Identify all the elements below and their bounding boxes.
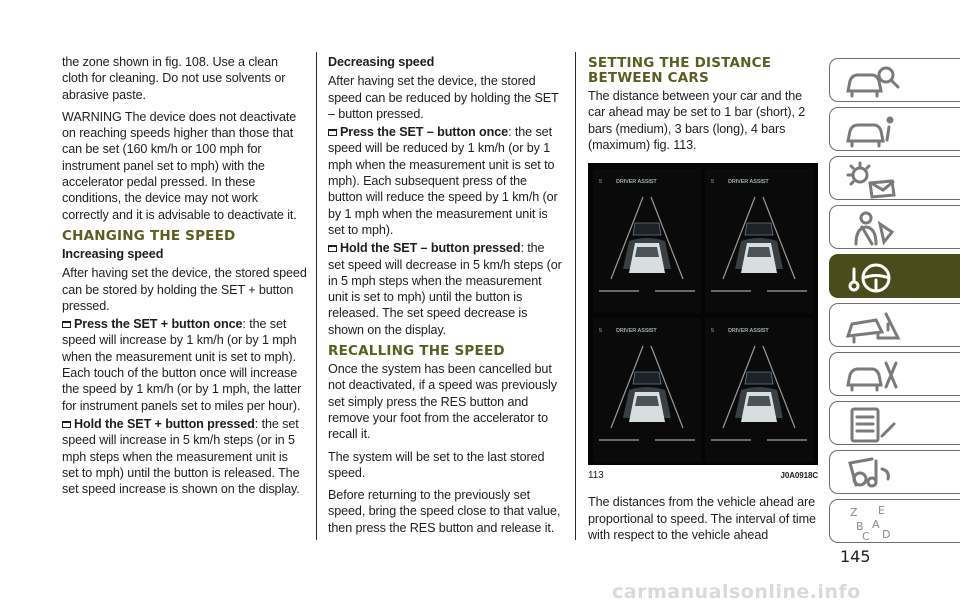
- multimedia-icon: [842, 455, 902, 493]
- key-steering-wheel-icon: [842, 259, 902, 297]
- paragraph: The distances from the vehicle ahead are proportional to speed. The interval of time with respect to the vehicle ahead: [588, 495, 816, 543]
- bullet-label: Hold the SET – button pressed: [340, 241, 521, 256]
- tab-starting-driving[interactable]: [829, 254, 960, 298]
- display-gauges: [599, 438, 695, 442]
- svg-text:C: C: [862, 530, 870, 542]
- figure-113-driver-assist-displays: [588, 163, 818, 465]
- svg-text:B: B: [856, 520, 864, 533]
- tab-maintenance[interactable]: [829, 352, 960, 396]
- bullet-item: [328, 240, 564, 338]
- bullet-text: : the set speed will decrease in 5 km/h steps (or in 5 mph steps when the measurement unit is set to mph) until the button is released. The set speed decrease is shown on the display.: [328, 241, 562, 337]
- paragraph: After having set the device, the stored speed can be stored by holding the SET + button pressed.: [62, 266, 307, 313]
- tab-multimedia[interactable]: [829, 450, 960, 494]
- light-message-icon: [842, 161, 902, 199]
- display-title: DRIVER ASSIST: [727, 328, 769, 335]
- text-column-2: [328, 54, 564, 542]
- paragraph: Before returning to the previously set speed, bring the speed close to that value, then press the RES button and release it.: [328, 488, 561, 535]
- bullet-text: : the set speed will increase by 1 km/h (or by 1 mph when the measurement unit is set to mph). Each touch of the button once will increase the speed by 1 km/h (or by 1 mph, the latter for instrument panels set to miles per hour).: [62, 317, 302, 413]
- subheading-increasing-speed: Increasing speed: [62, 246, 164, 261]
- road-lane-graphic: [719, 195, 799, 285]
- column-divider: [575, 52, 576, 540]
- person-seatbelt-icon: [842, 210, 902, 248]
- display-number: 5: [711, 328, 714, 335]
- bullet-text: : the set speed will be reduced by 1 km/h (or by 1 mph when the measurement unit is set to mph). Each subsequent press of the button will reduce the speed by 1 km/h (or by 1 mph when the measurement unit is set to mph).: [328, 125, 558, 237]
- display-header: [711, 174, 769, 190]
- bullet-icon: [62, 321, 71, 328]
- bullet-label: Press the SET + button once: [74, 317, 243, 332]
- tab-car-info[interactable]: [829, 107, 960, 151]
- display-header: [599, 174, 657, 190]
- display-header: [711, 323, 769, 339]
- road-lane-graphic: [607, 344, 687, 434]
- text-column-1: [62, 54, 307, 503]
- alphabetical-index-icon: [842, 504, 902, 542]
- tab-technical-specifications[interactable]: [829, 401, 960, 445]
- bullet-icon: [62, 421, 71, 428]
- driver-assist-display: [593, 318, 701, 462]
- tab-index[interactable]: [829, 499, 960, 543]
- tab-car-search[interactable]: [829, 58, 960, 102]
- svg-text:A: A: [872, 518, 880, 531]
- display-number: 5: [599, 179, 602, 186]
- bullet-item: [62, 416, 307, 497]
- heading-changing-speed: CHANGING THE SPEED: [62, 227, 236, 244]
- heading-recalling-speed: RECALLING THE SPEED: [328, 343, 505, 360]
- car-info-icon: [842, 112, 902, 150]
- display-gauges: [599, 289, 695, 293]
- subheading-decreasing-speed: Decreasing speed: [328, 55, 435, 69]
- display-gauges: [711, 438, 807, 442]
- bullet-item: [328, 124, 564, 238]
- svg-text:Z: Z: [850, 506, 858, 519]
- bullet-icon: [328, 129, 337, 136]
- display-title: DRIVER ASSIST: [615, 179, 657, 186]
- display-title: DRIVER ASSIST: [727, 179, 769, 186]
- display-gauges: [711, 289, 807, 293]
- watermark: carmanualsonline.info: [612, 581, 861, 603]
- driver-assist-display: [705, 169, 813, 313]
- specification-list-icon: [842, 406, 902, 444]
- car-tools-icon: [842, 357, 902, 395]
- column-divider: [316, 52, 317, 540]
- tab-safety[interactable]: [829, 205, 960, 249]
- paragraph: the zone shown in fig. 108. Use a clean cloth for cleaning. Do not use solvents or abrasive paste.: [62, 55, 286, 102]
- bullet-icon: [328, 245, 337, 252]
- car-crash-warning-icon: [842, 308, 902, 346]
- tab-light-message[interactable]: [829, 156, 960, 200]
- paragraph: After having set the device, the stored speed can be reduced by holding the SET – button pressed.: [328, 74, 559, 121]
- bullet-label: Press the SET – button once: [340, 125, 509, 140]
- display-title: DRIVER ASSIST: [615, 328, 657, 335]
- car-search-icon: [842, 63, 902, 101]
- bullet-item: [62, 316, 307, 414]
- svg-text:E: E: [878, 504, 885, 517]
- bullet-label: Hold the SET + button pressed: [74, 416, 255, 431]
- display-header: [599, 323, 657, 339]
- paragraph: The system will be set to the last stored speed.: [328, 449, 545, 480]
- figure-number: 113: [588, 470, 604, 482]
- driver-assist-display: [593, 169, 701, 313]
- paragraph: The distance between your car and the car ahead may be set to 1 bar (short), 2 bars (medium), 3 bars (long), 4 bars (maximum) fig. 113.: [588, 89, 806, 152]
- paragraph: Once the system has been cancelled but not deactivated, if a speed was previously set simply press the RES button and remove your foot from the accelerator to recall it.: [328, 362, 557, 442]
- road-lane-graphic: [607, 195, 687, 285]
- tab-emergency[interactable]: [829, 303, 960, 347]
- display-number: 5: [599, 328, 602, 335]
- bullet-text: : the set speed will increase in 5 km/h steps (or in 5 mph steps when the measurement unit is set to mph) until the button is released. The set speed increase is shown on the display.: [62, 416, 300, 497]
- road-lane-graphic: [719, 344, 799, 434]
- warning-paragraph: WARNING The device does not deactivate on reaching speeds higher than those that can be set (160 km/h or 100 mph for instrument panel set to mph) with the accelerator pedal pressed. In these conditions, the device may not work correctly and it is advisable to deactivate it.: [62, 109, 297, 222]
- figure-caption: [588, 468, 818, 484]
- svg-text:D: D: [882, 528, 891, 541]
- page-number: 145: [840, 547, 871, 566]
- figure-code: J0A0918C: [780, 471, 818, 481]
- display-number: 5: [711, 179, 714, 186]
- heading-setting-distance: SETTING THE DISTANCE BETWEEN CARS: [588, 55, 772, 86]
- driver-assist-display: [705, 318, 813, 462]
- text-column-3: [588, 54, 820, 549]
